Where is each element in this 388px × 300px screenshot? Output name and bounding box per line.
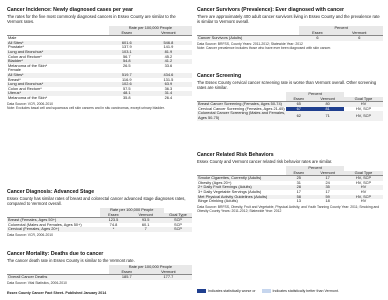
table-cell-essex: 123.5 xyxy=(108,217,119,223)
table-cell-vermont: 35 xyxy=(325,184,330,190)
table-cell-vermont: 45.2 xyxy=(164,53,173,59)
table-cell-essex: 62 xyxy=(296,112,301,118)
table-cell-essex: 28 xyxy=(296,184,301,190)
incidence-section xyxy=(7,7,192,110)
mortality-source: Data Source: Vital Statistics, 2006-2010 xyxy=(7,280,67,285)
mortality-col-essex: Essex xyxy=(109,270,145,275)
survivors-source: Data Source: BRFSS, County Years: 2011-2012; Statewide Year: 2012 xyxy=(197,41,303,46)
table-row xyxy=(7,275,192,280)
table-cell-goal: SCP xyxy=(173,217,182,223)
table-cell-label: Met Physical Activity Guidelines (Adults) xyxy=(198,193,268,199)
table-cell-goal: HV xyxy=(360,101,367,107)
risk-title: Cancer Related Risk Behaviors xyxy=(197,152,274,158)
table-cell-vermont: 434.6 xyxy=(163,71,174,77)
table-cell-label: Overall Cancer Deaths xyxy=(8,274,48,280)
table-cell-vermont: 24 xyxy=(325,179,330,185)
table-cell-vermont: 26.4 xyxy=(164,94,173,100)
risk-col-goal: Goal Type xyxy=(344,171,383,176)
table-cell-essex: 58 xyxy=(296,193,301,199)
screening-rows xyxy=(197,102,383,121)
table-cell-essex: 25 xyxy=(296,175,301,181)
table-cell-goal: HV xyxy=(360,198,367,204)
table-cell-essex: 67 xyxy=(286,107,311,112)
table-cell-label: Bladder* xyxy=(8,58,23,64)
table-cell-essex: 26.5 xyxy=(122,62,131,68)
incidence-col-vermont: Vermont xyxy=(145,31,192,36)
table-cell-vermont: 80 xyxy=(325,101,330,107)
table-cell-label: Prostate* xyxy=(8,44,25,50)
incidence-male-label: Male xyxy=(8,35,17,41)
table-cell-label: Colon and Rectum* xyxy=(8,85,42,91)
table-cell-label: Uterus* xyxy=(8,90,21,96)
incidence-intro: The rates for the five most commonly diagnosed cancers in Essex County are similar to the Vermont rates. xyxy=(7,14,176,24)
table-cell-label: Colorectal Cancer Screening (Males and Females, Ages 50-75) xyxy=(198,110,286,120)
table-row xyxy=(7,96,192,101)
table-cell-essex: 13 xyxy=(296,198,301,204)
table-cell-essex: 519.7 xyxy=(121,71,132,77)
table-cell-label: Smoke Cigarettes, Currently (Adults) xyxy=(198,175,262,181)
mortality-intro: The cancer death rate in Essex County is similar to the Vermont rate. xyxy=(7,258,135,263)
table-cell-vermont: 81.9 xyxy=(164,48,173,54)
table-cell-label: Breast (Females, Ages 50+) xyxy=(8,217,57,223)
incidence-col-essex: Essex xyxy=(109,31,145,36)
table-cell-vermont: 141.9 xyxy=(163,44,174,50)
incidence-female-rows xyxy=(7,73,192,101)
risk-col-essex: Essex xyxy=(286,171,311,176)
mortality-header-group: Rate per 100,000 People xyxy=(109,265,192,270)
legend-worse-label: Indicates statistically worse or xyxy=(208,289,256,293)
table-cell-label: Breast* xyxy=(8,76,21,82)
table-cell-essex: 137.9 xyxy=(121,44,132,50)
table-cell-goal: HV, SCP xyxy=(355,193,372,199)
advanced-title: Cancer Diagnosis: Advanced Stage xyxy=(7,189,95,195)
advanced-rows xyxy=(7,218,192,232)
risk-col-vermont: Vermont xyxy=(311,171,344,176)
advanced-table xyxy=(7,208,192,232)
table-cell-label: All Sites* xyxy=(8,71,24,77)
table-cell-label: Lung and Bronchus* xyxy=(8,81,44,87)
advanced-source: Data Source: VCR, 2006-2010 xyxy=(7,232,53,237)
table-cell-label: Colon and Rectum* xyxy=(8,53,42,59)
screening-table xyxy=(197,92,383,121)
incidence-source: Data Source: VCR, 2006-2010 xyxy=(7,101,53,106)
mortality-table xyxy=(7,265,192,280)
incidence-female-label: Female xyxy=(8,67,21,73)
table-cell-vermont: 60.1 xyxy=(141,221,150,227)
mortality-col-vermont: Vermont xyxy=(145,270,192,275)
table-row xyxy=(197,199,383,204)
advanced-col-goal: Goal Type xyxy=(164,213,192,218)
table-cell-vermont: 36.3 xyxy=(164,85,173,91)
table-cell-label: Cervical (Females, Ages 20+) xyxy=(8,226,60,232)
table-cell-vermont: 81 xyxy=(311,107,344,112)
table-cell-essex: 17 xyxy=(296,188,301,194)
mortality-section xyxy=(7,251,192,285)
table-cell-essex: 48.1 xyxy=(122,90,131,96)
screening-group: Percent xyxy=(286,92,344,97)
advanced-intro: Essex County has similar rates of breast and colorectal cancer advanced stage diagnoses rates, compared to Vermont overall. xyxy=(7,196,186,206)
survivors-group: Percent xyxy=(299,26,383,31)
table-cell-vermont: 71 xyxy=(325,112,330,118)
table-cell-label: 2+ Daily Fruit Servings (Adults) xyxy=(198,184,252,190)
screening-col-essex: Essex xyxy=(286,97,311,102)
table-cell-vermont: 6 xyxy=(358,35,361,41)
table-cell-vermont: 546.8 xyxy=(163,39,174,45)
table-cell-vermont: 41.2 xyxy=(164,58,173,64)
table-cell-label: Lung and Bronchus* xyxy=(8,48,44,54)
survivors-col-vermont: Vermont xyxy=(336,31,383,36)
table-cell-essex: 35.8 xyxy=(122,94,131,100)
screening-col-vermont: Vermont xyxy=(311,97,344,102)
table-row xyxy=(197,111,383,120)
table-cell-goal: SCP xyxy=(173,221,182,227)
table-cell-label: Binge Drinking (Adults) xyxy=(198,198,238,204)
mortality-rows xyxy=(7,275,192,280)
table-cell-essex: 601.6 xyxy=(121,39,132,45)
screening-section xyxy=(197,73,383,121)
survivors-title: Cancer Survivors (Prevalence): Ever diagnosed with cancer xyxy=(197,7,345,13)
table-row xyxy=(197,36,383,41)
table-row xyxy=(7,227,192,232)
table-cell-essex: 6 xyxy=(316,35,319,41)
table-cell-vermont: 59 xyxy=(325,193,330,199)
table-cell-essex: 31 xyxy=(296,179,301,185)
table-cell-goal: HV, SCP xyxy=(355,175,372,181)
survivors-col-essex: Essex xyxy=(299,31,335,36)
risk-section xyxy=(197,152,383,213)
table-cell-label: 3+ Daily Vegetable Servings (Adults) xyxy=(198,188,262,194)
table-cell-essex: 102.6 xyxy=(121,81,132,87)
advanced-col-vermont: Vermont xyxy=(127,213,164,218)
legend-better-swatch xyxy=(262,289,271,293)
table-cell-vermont: 33.6 xyxy=(164,62,173,68)
table-cell-label: Breast Cancer Screening (Females, Ages 50-74) xyxy=(198,101,282,107)
table-cell-vermont: 7 xyxy=(144,226,147,232)
incidence-title: Cancer Incidence: Newly diagnosed cases per year xyxy=(7,7,133,13)
survivors-intro: There are approximately 400 adult cancer survivors living in Essex County and the prevalence rate is similar to Vermont overall. xyxy=(197,14,380,24)
advanced-section xyxy=(7,189,192,237)
risk-table xyxy=(197,166,383,204)
table-cell-goal: HV, SCP xyxy=(355,105,372,111)
advanced-header-group: Rate per 100,000 People xyxy=(100,208,164,213)
legend xyxy=(197,289,383,293)
risk-group: Percent xyxy=(286,166,344,171)
legend-worse-swatch xyxy=(197,289,206,293)
table-cell-goal: SCP xyxy=(173,226,182,232)
table-cell-essex: 56.7 xyxy=(122,53,131,59)
table-cell-label: Melanoma of the Skin* xyxy=(8,62,48,68)
table-cell-essex: * xyxy=(112,226,115,232)
table-cell-goal: HV, SCP xyxy=(355,179,372,185)
table-cell-essex: 116.9 xyxy=(122,76,132,82)
table-cell-goal: HV, SCP xyxy=(355,112,372,118)
table-cell-vermont: 31.4 xyxy=(164,90,173,96)
table-cell-vermont: 131.5 xyxy=(163,76,174,82)
table-cell-label: Cancer Survivors (Adults) xyxy=(198,35,243,41)
survivors-note: Note: Cancer prevalence includes those who have ever been diagnosed with skin cancer. xyxy=(197,45,332,50)
table-cell-vermont: 17 xyxy=(325,175,330,181)
incidence-table xyxy=(7,26,192,101)
table-cell-label: Obesity (Ages 20+) xyxy=(198,179,232,185)
table-cell-vermont: 177.7 xyxy=(163,274,174,280)
table-cell-label: Colorectal (Males and Females, Ages 50+) xyxy=(8,221,82,227)
table-cell-label: Cervical Cancer Screening (Females, Ages 21-65) xyxy=(198,105,285,111)
risk-intro: Essex County and Vermont cancer related risk behavior rates are similar. xyxy=(197,159,333,164)
table-cell-vermont: 18 xyxy=(325,198,330,204)
table-cell-essex: 54.8 xyxy=(122,58,131,64)
risk-source: Data Source: BRFSS, Obesity, Fruit and Vegetable, Physical Activity, and Youth Tanning County Year: 2011; Smoking and Obesity County Years: 2011-2012; Statewide Year: 2012 xyxy=(197,204,380,213)
table-cell-essex: 103.1 xyxy=(121,48,132,54)
table-cell-vermont: 93.5 xyxy=(141,217,150,223)
table-cell-essex: 57.5 xyxy=(122,85,131,91)
legend-better-label: Indicates statistically better than Vermont. xyxy=(272,289,339,293)
survivors-rows xyxy=(197,36,383,41)
table-cell-vermont: 63.9 xyxy=(164,81,173,87)
table-cell-vermont: 17 xyxy=(325,188,330,194)
table-cell-essex: 74.8 xyxy=(109,221,118,227)
table-cell-essex: 185.7 xyxy=(121,274,132,280)
risk-rows xyxy=(197,176,383,204)
incidence-male-rows xyxy=(7,41,192,69)
survivors-table xyxy=(197,26,383,41)
table-cell-label: Melanoma of the Skin* xyxy=(8,94,48,100)
incidence-header-group: Rate per 100,000 People xyxy=(109,26,192,31)
table-cell-label: All Sites* xyxy=(8,39,24,45)
table-cell-goal: HV xyxy=(360,188,367,194)
screening-intro: The Essex County cervical cancer screening rate is worse than Vermont overall. Other screening rates are similar. xyxy=(197,80,377,90)
fact-sheet-footer: Essex County Cancer Fact Sheet- Published January 2014 xyxy=(7,291,107,295)
mortality-title: Cancer Mortality: Deaths due to cancer xyxy=(7,251,104,257)
table-cell-essex: 65 xyxy=(296,101,301,107)
incidence-note: Note: Excludes basal cell and squamous cell skin cancers and in situ carcinomas, except urinary bladder. xyxy=(7,105,165,110)
screening-title: Cancer Screening xyxy=(197,73,242,79)
advanced-col-essex: Essex xyxy=(100,213,128,218)
screening-col-goal: Goal Type xyxy=(344,97,383,102)
survivors-section xyxy=(197,7,383,50)
table-cell-goal: HV xyxy=(360,184,367,190)
